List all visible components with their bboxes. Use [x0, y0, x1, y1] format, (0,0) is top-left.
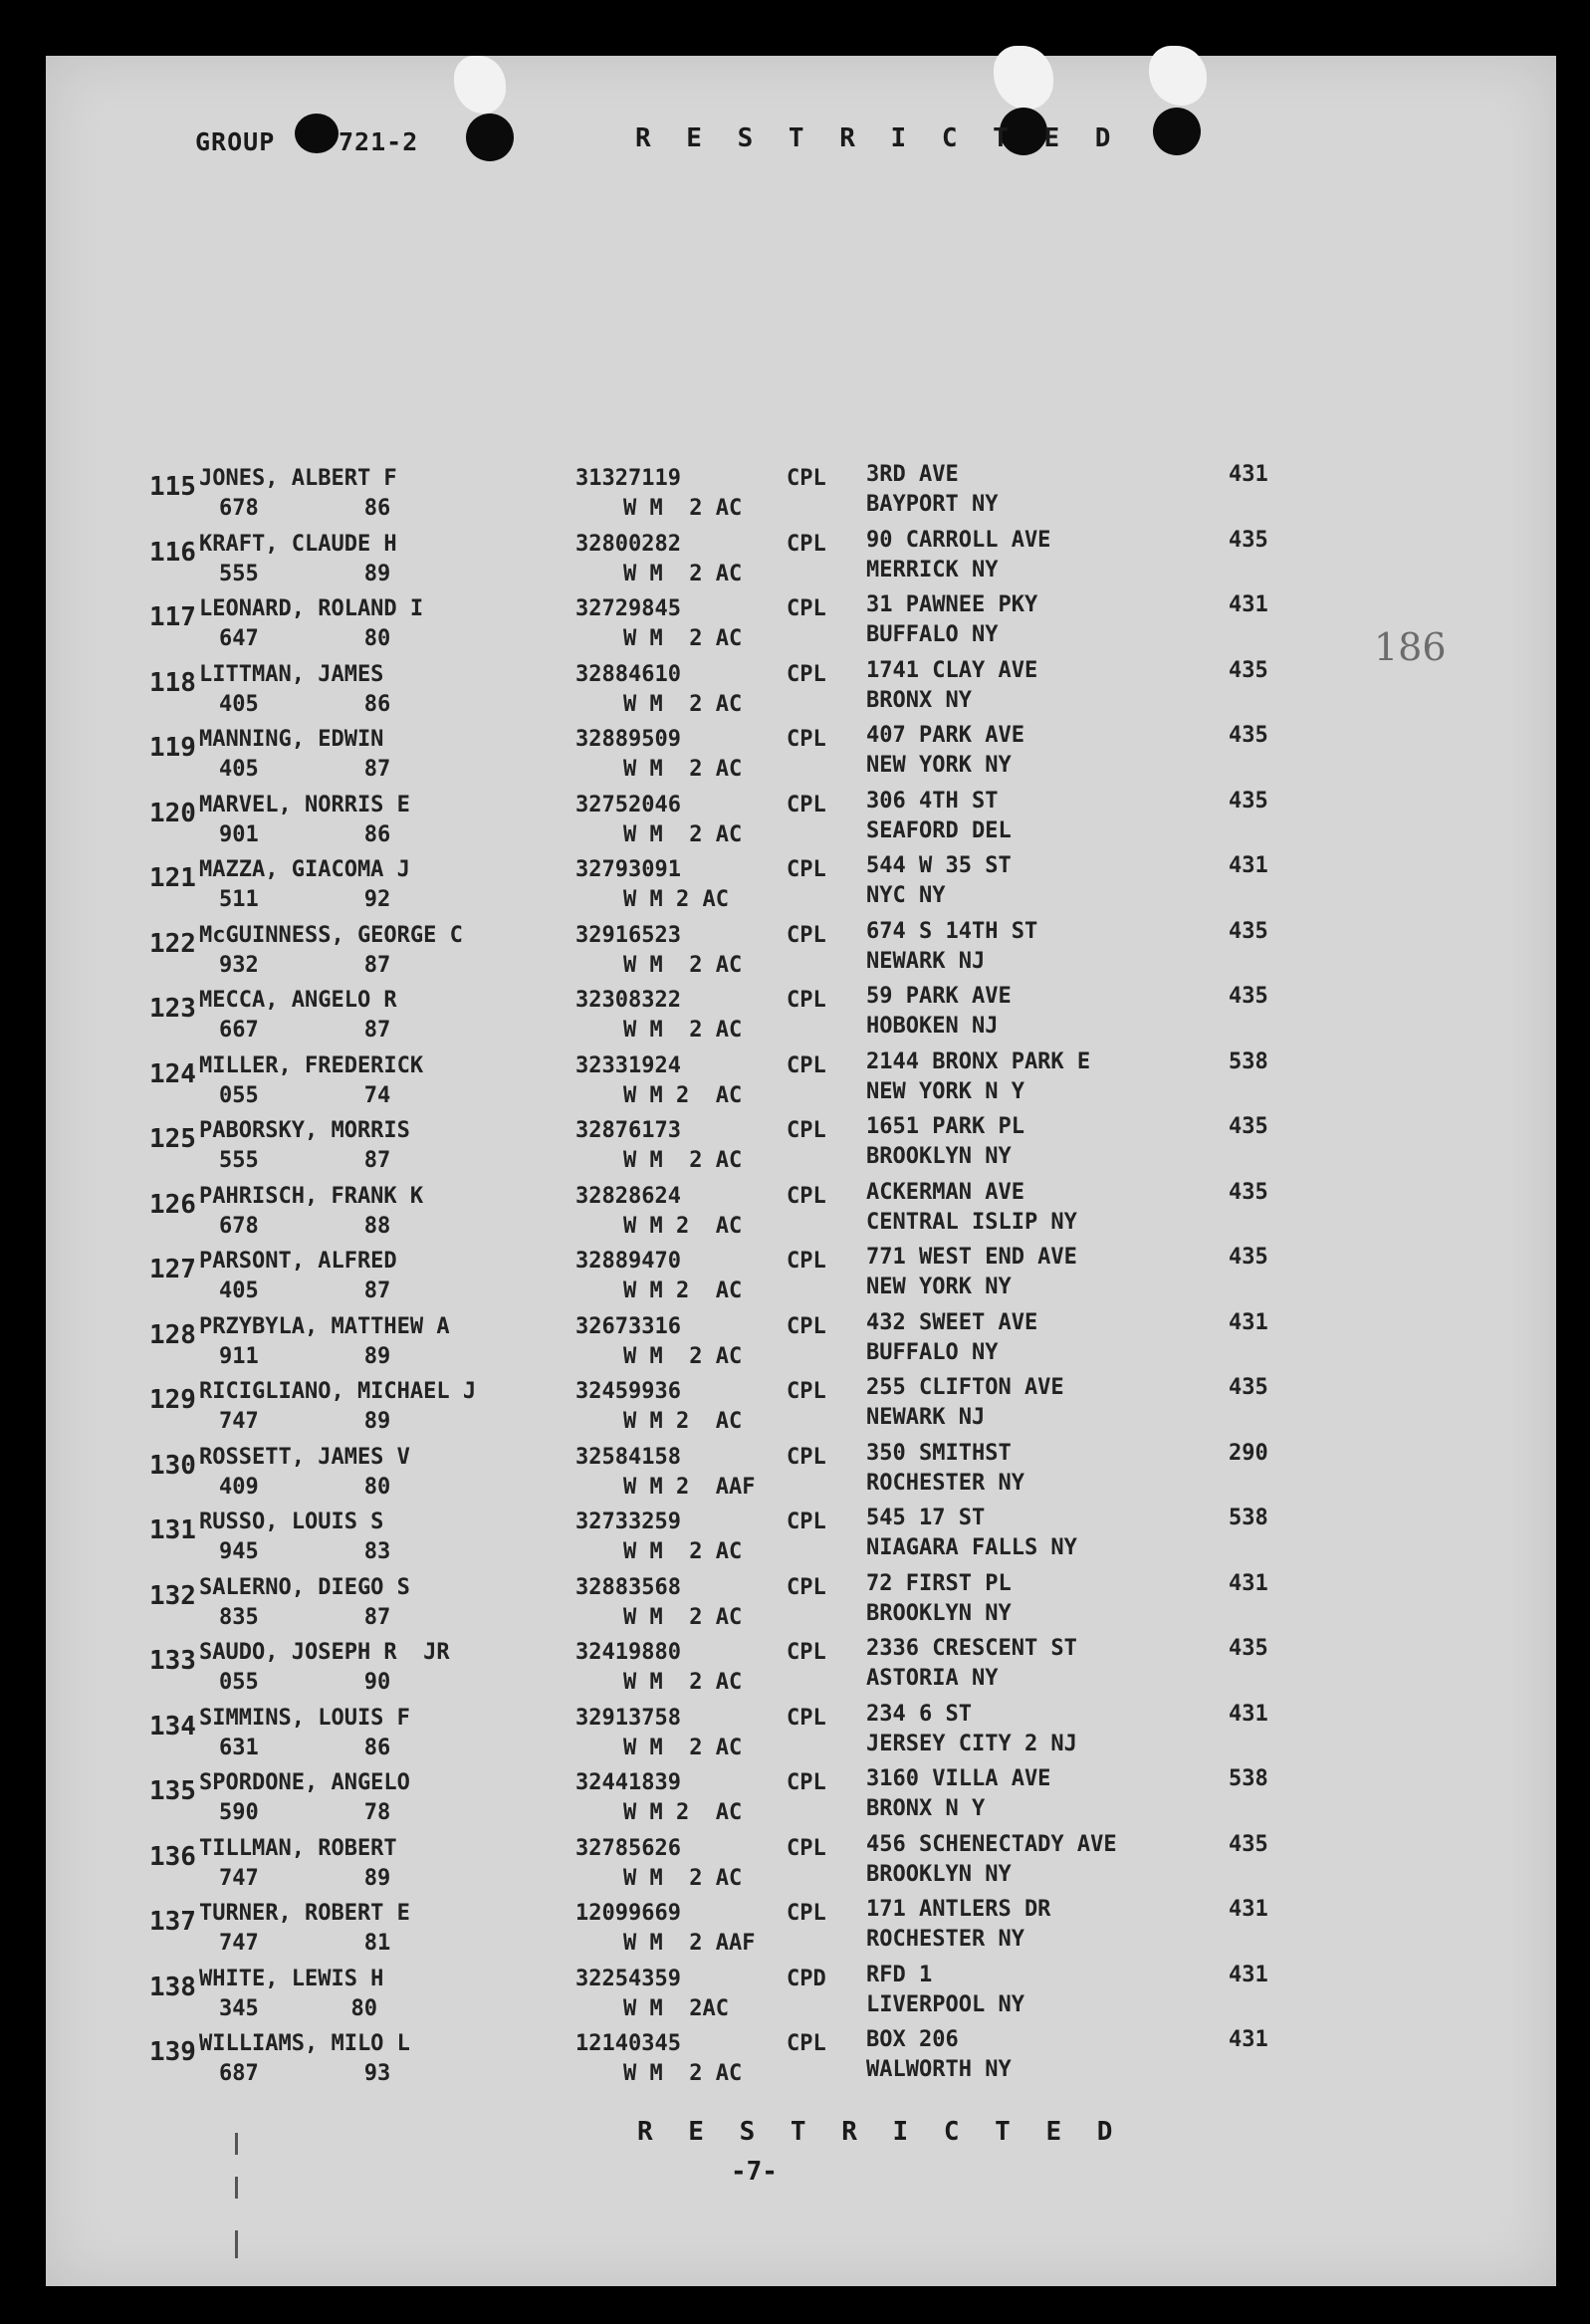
roster-serial: 32884610	[575, 661, 681, 687]
roster-serial: 32876173	[575, 1118, 681, 1143]
roster-serial: 32793091	[575, 857, 681, 882]
roster-name: TURNER, ROBERT E	[199, 1901, 410, 1926]
roster-unit: W M 2 AC	[623, 1343, 743, 1369]
roster-rank: CPL	[787, 1444, 826, 1470]
roster-addr2: BUFFALO NY	[866, 1339, 999, 1365]
roster-serial: 32733259	[575, 1510, 681, 1534]
roster-addr1: RFD 1	[866, 1962, 933, 1987]
roster-zone: 435	[1229, 527, 1268, 553]
roster-name: PRZYBYLA, MATTHEW A	[199, 1313, 450, 1339]
roster-addr1: 2336 CRESCENT ST	[866, 1636, 1077, 1661]
roster-num: 127	[149, 1255, 196, 1284]
roster-serial: 32441839	[575, 1770, 681, 1795]
roster-num: 119	[149, 733, 196, 763]
roster-codes: 911 89	[219, 1343, 391, 1369]
roster-addr1: BOX 206	[866, 2027, 959, 2052]
roster-addr1: 545 17 ST	[866, 1506, 986, 1530]
roster-row	[0, 1570, 1590, 1643]
roster-name: SAUDO, JOSEPH R JR	[199, 1640, 450, 1665]
roster-unit: W M 2 AC	[623, 1409, 743, 1434]
roster-codes: 747 89	[219, 1865, 391, 1891]
roster-serial: 32889470	[575, 1249, 681, 1274]
roster-unit: W M 2 AC	[623, 626, 743, 651]
roster-row	[0, 723, 1590, 795]
roster-addr2: NEW YORK NY	[866, 1275, 1012, 1299]
roster-addr1: 2144 BRONX PARK E	[866, 1048, 1091, 1074]
roster-unit: W M 2 AC	[623, 1604, 743, 1630]
roster-addr1: 255 CLIFTON AVE	[866, 1375, 1064, 1400]
roster-zone: 435	[1229, 1114, 1268, 1139]
roster-unit: W M 2 AC	[623, 1213, 743, 1239]
roster-row	[0, 788, 1590, 860]
roster-unit: W M 2 AC	[623, 1800, 743, 1825]
roster-addr2: NYC NY	[866, 883, 946, 908]
roster-zone: 290	[1229, 1440, 1268, 1466]
roster-rank: CPL	[787, 1313, 826, 1339]
roster-zone: 435	[1229, 1245, 1268, 1270]
roster-addr2: WALWORTH NY	[866, 2057, 1012, 2082]
roster-num: 118	[149, 667, 196, 698]
roster-zone: 435	[1229, 657, 1268, 683]
roster-zone: 431	[1229, 1701, 1268, 1727]
roster-zone: 435	[1229, 918, 1268, 944]
roster-addr2: HOBOKEN NJ	[866, 1014, 999, 1039]
roster-addr1: 1741 CLAY AVE	[866, 657, 1038, 683]
roster-unit: W M 2 AC	[623, 952, 743, 978]
roster-rank: CPL	[787, 988, 826, 1013]
roster-num: 128	[149, 1319, 196, 1350]
roster-zone: 431	[1229, 1897, 1268, 1922]
roster-num: 116	[149, 537, 196, 568]
roster-num: 139	[149, 2037, 196, 2067]
roster-num: 117	[149, 602, 196, 632]
roster-addr1: 432 SWEET AVE	[866, 1309, 1038, 1335]
roster-row	[0, 462, 1590, 534]
roster-row	[0, 657, 1590, 730]
roster-addr1: 171 ANTLERS DR	[866, 1897, 1051, 1922]
roster-num: 115	[149, 472, 196, 502]
roster-codes: 590 78	[219, 1800, 391, 1825]
roster-row	[0, 853, 1590, 925]
roster-addr2: BROOKLYN NY	[866, 1144, 1012, 1169]
roster-row	[0, 2027, 1590, 2099]
roster-num: 120	[149, 798, 196, 828]
roster-addr1: 306 4TH ST	[866, 788, 999, 813]
roster-addr2: MERRICK NY	[866, 557, 999, 582]
roster-rank: CPL	[787, 661, 826, 687]
roster-codes: 747 81	[219, 1931, 391, 1956]
roster-addr2: BUFFALO NY	[866, 622, 999, 647]
roster-name: RICIGLIANO, MICHAEL J	[199, 1379, 477, 1404]
roster-addr2: ROCHESTER NY	[866, 1927, 1024, 1952]
roster-rank: CPL	[787, 727, 826, 752]
roster-name: SPORDONE, ANGELO	[199, 1770, 410, 1795]
roster-num: 136	[149, 1841, 196, 1872]
roster-addr1: 72 FIRST PL	[866, 1570, 1012, 1596]
roster-serial: 32729845	[575, 596, 681, 621]
roster-name: TILLMAN, ROBERT	[199, 1835, 397, 1861]
roster-zone: 538	[1229, 1506, 1268, 1530]
classification-header: R E S T R I C T E D	[635, 123, 1121, 153]
roster-serial: 32459936	[575, 1379, 681, 1404]
roster-row	[0, 592, 1590, 664]
roster-zone: 431	[1229, 853, 1268, 878]
roster-name: RUSSO, LOUIS S	[199, 1510, 384, 1534]
roster-codes: 055 90	[219, 1670, 391, 1695]
roster-unit: W M 2 AAF	[623, 1931, 756, 1956]
roster-name: LITTMAN, JAMES	[199, 661, 384, 687]
roster-num: 138	[149, 1972, 196, 2002]
group-suffix: 721-2	[339, 127, 419, 156]
roster-addr2: NIAGARA FALLS NY	[866, 1535, 1077, 1560]
roster-addr2: ROCHESTER NY	[866, 1470, 1024, 1496]
roster-codes: 555 87	[219, 1148, 391, 1173]
roster-row	[0, 1048, 1590, 1121]
roster-unit: W M 2 AC	[623, 1735, 743, 1760]
roster-rank: CPL	[787, 1770, 826, 1795]
roster-zone: 431	[1229, 1962, 1268, 1987]
roster-name: McGUINNESS, GEORGE C	[199, 922, 463, 948]
roster-unit: W M 2 AC	[623, 496, 743, 521]
roster-unit: W M 2 AC	[623, 1539, 743, 1564]
roster-row	[0, 1701, 1590, 1773]
roster-rank: CPL	[787, 857, 826, 882]
roster-addr2: BROOKLYN NY	[866, 1861, 1012, 1887]
roster-zone: 435	[1229, 723, 1268, 748]
roster-row	[0, 1897, 1590, 1969]
roster-rank: CPL	[787, 1118, 826, 1143]
roster-num: 126	[149, 1189, 196, 1220]
roster-serial: 32419880	[575, 1640, 681, 1665]
roster-codes: 647 80	[219, 626, 391, 651]
roster-addr1: 407 PARK AVE	[866, 723, 1024, 748]
roster-zone: 435	[1229, 1636, 1268, 1661]
roster-rank: CPL	[787, 1510, 826, 1534]
roster-rank: CPL	[787, 1574, 826, 1600]
roster-name: LEONARD, ROLAND I	[199, 596, 424, 621]
roster-row	[0, 1179, 1590, 1252]
roster-num: 122	[149, 928, 196, 959]
roster-unit: W M 2 AC	[623, 1670, 743, 1695]
roster-num: 135	[149, 1776, 196, 1806]
roster-unit: W M 2 AC	[623, 1865, 743, 1891]
margin-tick	[235, 2177, 238, 2199]
roster-rank: CPL	[787, 2031, 826, 2056]
roster-serial: 32308322	[575, 988, 681, 1013]
roster-unit: W M 2 AC	[623, 1082, 743, 1108]
roster-addr1: 31 PAWNEE PKY	[866, 592, 1038, 617]
roster-addr2: NEW YORK N Y	[866, 1078, 1024, 1104]
roster-addr2: CENTRAL ISLIP NY	[866, 1209, 1077, 1235]
roster-zone: 538	[1229, 1048, 1268, 1074]
roster-name: SIMMINS, LOUIS F	[199, 1705, 410, 1731]
roster-serial: 31327119	[575, 466, 681, 491]
roster-row	[0, 1766, 1590, 1838]
roster-row	[0, 1506, 1590, 1577]
roster-serial: 12099669	[575, 1901, 681, 1926]
roster-name: WHITE, LEWIS H	[199, 1966, 384, 1991]
roster-addr1: 674 S 14TH ST	[866, 918, 1038, 944]
roster-serial: 32254359	[575, 1966, 681, 1991]
roster-zone: 435	[1229, 788, 1268, 813]
roster-row	[0, 1114, 1590, 1186]
roster-zone: 435	[1229, 1375, 1268, 1400]
roster-name: MANNING, EDWIN	[199, 727, 384, 752]
roster-serial: 32584158	[575, 1444, 681, 1470]
roster-codes: 631 86	[219, 1735, 391, 1760]
roster-codes: 405 86	[219, 691, 391, 717]
roster-unit: W M 2 AC	[623, 2061, 743, 2086]
roster-unit: W M 2 AC	[623, 1148, 743, 1173]
roster-zone: 435	[1229, 1831, 1268, 1857]
roster-rank: CPL	[787, 531, 826, 557]
roster-name: PABORSKY, MORRIS	[199, 1118, 410, 1143]
roster-addr2: BRONX NY	[866, 687, 972, 713]
roster-num: 133	[149, 1646, 196, 1676]
roster-zone: 431	[1229, 1309, 1268, 1335]
roster-codes: 409 80	[219, 1474, 391, 1500]
roster-unit: W M 2 AC	[623, 757, 743, 782]
classification-footer: R E S T R I C T E D	[637, 2117, 1123, 2147]
roster-zone: 435	[1229, 1179, 1268, 1205]
roster-zone: 431	[1229, 462, 1268, 487]
roster-addr1: 3160 VILLA AVE	[866, 1766, 1051, 1791]
roster-codes: 747 89	[219, 1409, 391, 1434]
roster-row	[0, 1440, 1590, 1512]
roster-codes: 678 88	[219, 1213, 391, 1239]
margin-tick	[235, 2133, 238, 2155]
roster-addr1: 234 6 ST	[866, 1701, 972, 1727]
roster-addr1: 544 W 35 ST	[866, 853, 1012, 878]
roster-rank: CPL	[787, 1249, 826, 1274]
roster-codes: 405 87	[219, 757, 391, 782]
roster-rank: CPL	[787, 1379, 826, 1404]
margin-tick	[235, 2230, 238, 2258]
roster-addr2: ASTORIA NY	[866, 1666, 999, 1691]
roster-zone: 431	[1229, 2027, 1268, 2052]
roster-addr1: 3RD AVE	[866, 462, 959, 487]
roster-serial: 32800282	[575, 531, 681, 557]
roster-addr1: 90 CARROLL AVE	[866, 527, 1051, 553]
roster-row	[0, 984, 1590, 1055]
roster-rank: CPL	[787, 922, 826, 948]
roster-name: KRAFT, CLAUDE H	[199, 531, 397, 557]
roster-name: WILLIAMS, MILO L	[199, 2031, 410, 2056]
roster-codes: 901 86	[219, 821, 391, 847]
roster-num: 123	[149, 994, 196, 1024]
roster-addr1: 456 SCHENECTADY AVE	[866, 1831, 1117, 1857]
roster-rank: CPD	[787, 1966, 826, 1991]
roster-unit: W M 2 AAF	[623, 1474, 756, 1500]
roster-rank: CPL	[787, 466, 826, 491]
roster-codes: 055 74	[219, 1082, 391, 1108]
roster-row	[0, 1375, 1590, 1447]
roster-unit: W M 2AC	[623, 1995, 729, 2021]
roster-addr1: 59 PARK AVE	[866, 984, 1012, 1009]
roster-addr2: BROOKLYN NY	[866, 1600, 1012, 1626]
page-number: -7-	[731, 2157, 778, 2187]
roster-row	[0, 1245, 1590, 1316]
roster-addr2: BAYPORT NY	[866, 492, 999, 517]
roster-unit: W M 2 AC	[623, 1278, 743, 1303]
roster-serial: 32828624	[575, 1183, 681, 1209]
roster-name: PAHRISCH, FRANK K	[199, 1183, 424, 1209]
roster-num: 125	[149, 1124, 196, 1154]
roster-addr2: NEW YORK NY	[866, 753, 1012, 778]
roster-num: 121	[149, 863, 196, 893]
roster-serial: 32673316	[575, 1313, 681, 1339]
roster-addr2: LIVERPOOL NY	[866, 1991, 1024, 2017]
roster-serial: 32785626	[575, 1835, 681, 1861]
roster-unit: W M 2 AC	[623, 691, 743, 717]
roster-codes: 687 93	[219, 2061, 391, 2086]
roster-addr2: NEWARK NJ	[866, 1405, 986, 1430]
roster-row	[0, 1831, 1590, 1904]
roster-codes: 511 92	[219, 887, 391, 912]
roster-addr2: NEWARK NJ	[866, 948, 986, 974]
roster-unit: W M 2 AC	[623, 1018, 743, 1043]
roster-name: MARVEL, NORRIS E	[199, 792, 410, 817]
roster-serial: 32752046	[575, 792, 681, 817]
roster-rank: CPL	[787, 1052, 826, 1078]
roster-codes: 555 89	[219, 561, 391, 586]
roster-codes: 932 87	[219, 952, 391, 978]
roster-row	[0, 918, 1590, 991]
roster-serial: 32889509	[575, 727, 681, 752]
roster-row	[0, 1309, 1590, 1382]
roster-addr2: SEAFORD DEL	[866, 817, 1012, 843]
roster-rank: CPL	[787, 1640, 826, 1665]
roster-zone: 435	[1229, 984, 1268, 1009]
roster-rank: CPL	[787, 1835, 826, 1861]
roster-name: MAZZA, GIACOMA J	[199, 857, 410, 882]
roster-rank: CPL	[787, 1705, 826, 1731]
roster-serial: 32916523	[575, 922, 681, 948]
roster-zone: 431	[1229, 1570, 1268, 1596]
roster-zone: 431	[1229, 592, 1268, 617]
roster-num: 130	[149, 1450, 196, 1481]
roster-num: 137	[149, 1907, 196, 1937]
roster-addr1: 771 WEST END AVE	[866, 1245, 1077, 1270]
margin-note: 186	[1374, 625, 1447, 669]
roster-unit: W M 2 AC	[623, 887, 729, 912]
roster-row	[0, 1636, 1590, 1708]
roster-codes: 345 80	[219, 1995, 377, 2021]
roster-name: SALERNO, DIEGO S	[199, 1574, 410, 1600]
roster-serial: 32883568	[575, 1574, 681, 1600]
roster-addr1: 350 SMITHST	[866, 1440, 1012, 1466]
roster-serial: 32913758	[575, 1705, 681, 1731]
roster-unit: W M 2 AC	[623, 561, 743, 586]
roster-name: JONES, ALBERT F	[199, 466, 397, 491]
roster-rank: CPL	[787, 1183, 826, 1209]
roster-addr1: 1651 PARK PL	[866, 1114, 1024, 1139]
roster-zone: 538	[1229, 1766, 1268, 1791]
roster-num: 129	[149, 1385, 196, 1415]
roster-row	[0, 527, 1590, 599]
roster-serial: 32331924	[575, 1052, 681, 1078]
roster-codes: 405 87	[219, 1278, 391, 1303]
roster-name: PARSONT, ALFRED	[199, 1249, 397, 1274]
roster-row	[0, 1962, 1590, 2034]
roster-name: MILLER, FREDERICK	[199, 1052, 424, 1078]
roster-unit: W M 2 AC	[623, 821, 743, 847]
roster-addr1: ACKERMAN AVE	[866, 1179, 1024, 1205]
roster-codes: 835 87	[219, 1604, 391, 1630]
roster-codes: 667 87	[219, 1018, 391, 1043]
roster-num: 124	[149, 1058, 196, 1089]
roster-name: ROSSETT, JAMES V	[199, 1444, 410, 1470]
roster-num: 132	[149, 1580, 196, 1611]
roster-codes: 678 86	[219, 496, 391, 521]
roster-num: 131	[149, 1515, 196, 1545]
roster-addr2: JERSEY CITY 2 NJ	[866, 1731, 1077, 1756]
roster-serial: 12140345	[575, 2031, 681, 2056]
roster-addr2: BRONX N Y	[866, 1796, 986, 1821]
roster-codes: 945 83	[219, 1539, 391, 1564]
roster-name: MECCA, ANGELO R	[199, 988, 397, 1013]
roster-num: 134	[149, 1711, 196, 1742]
roster-rank: CPL	[787, 596, 826, 621]
group-prefix: GROUP	[195, 127, 276, 156]
roster-rank: CPL	[787, 792, 826, 817]
roster-rank: CPL	[787, 1901, 826, 1926]
